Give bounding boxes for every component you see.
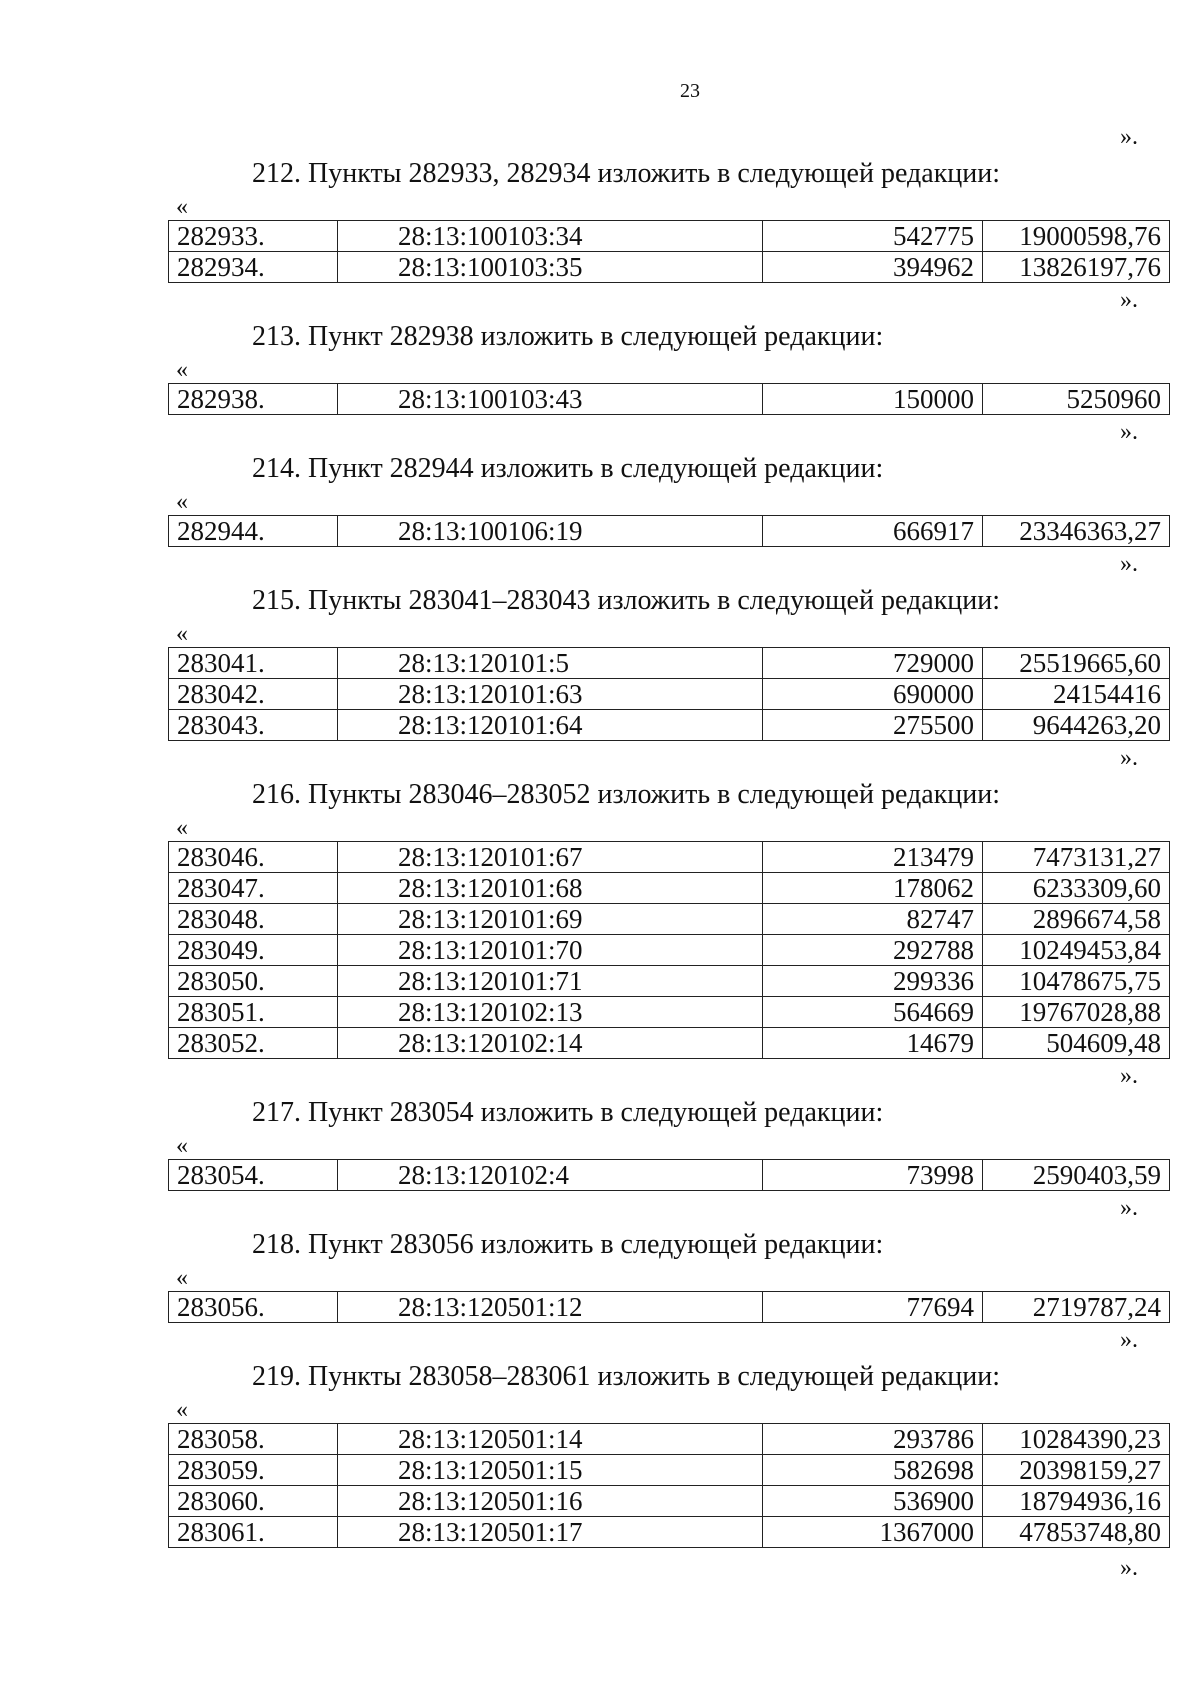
cadastral-number: 28:13:120501:14 <box>338 1424 763 1455</box>
amendment-heading: 214. Пункт 282944 изложить в следующей редакции: <box>252 453 884 484</box>
opening-quote: « <box>176 621 188 647</box>
cadastral-number: 28:13:120102:14 <box>338 1028 763 1059</box>
cadastral-number: 28:13:120501:17 <box>338 1517 763 1548</box>
cadastral-number: 28:13:120501:15 <box>338 1455 763 1486</box>
amendment-section <box>168 120 1170 283</box>
opening-quote: « <box>176 357 188 383</box>
amendment-heading: 216. Пункты 283046–283052 изложить в следующей редакции: <box>252 779 1001 810</box>
table-row <box>169 1455 1170 1486</box>
cost-value: 2590403,59 <box>983 1160 1170 1191</box>
area-value: 82747 <box>763 904 983 935</box>
closing-quote: ». <box>1120 1327 1138 1353</box>
closing-quote: ». <box>1120 1063 1138 1089</box>
area-value: 1367000 <box>763 1517 983 1548</box>
opening-quote: « <box>176 815 188 841</box>
cost-value: 6233309,60 <box>983 873 1170 904</box>
items-table <box>168 841 1170 1059</box>
cost-value: 10284390,23 <box>983 1424 1170 1455</box>
cadastral-number: 28:13:120501:12 <box>338 1292 763 1323</box>
opening-quote: « <box>176 1133 188 1159</box>
table-row <box>169 1424 1170 1455</box>
cadastral-number: 28:13:120101:68 <box>338 873 763 904</box>
amendment-section <box>168 547 1170 741</box>
table-row <box>169 997 1170 1028</box>
opening-quote: « <box>176 489 188 515</box>
amendment-heading: 218. Пункт 283056 изложить в следующей редакции: <box>252 1229 884 1260</box>
items-table <box>168 1159 1170 1191</box>
cadastral-number: 28:13:100106:19 <box>338 516 763 547</box>
item-number: 283049. <box>169 935 338 966</box>
area-value: 394962 <box>763 252 983 283</box>
item-number: 283056. <box>169 1292 338 1323</box>
cost-value: 18794936,16 <box>983 1486 1170 1517</box>
item-number: 283058. <box>169 1424 338 1455</box>
area-value: 14679 <box>763 1028 983 1059</box>
cost-value: 23346363,27 <box>983 516 1170 547</box>
closing-quote: ». <box>1120 419 1138 445</box>
area-value: 275500 <box>763 710 983 741</box>
closing-quote: ». <box>1120 1555 1138 1581</box>
area-value: 299336 <box>763 966 983 997</box>
item-number: 283060. <box>169 1486 338 1517</box>
area-value: 564669 <box>763 997 983 1028</box>
cadastral-number: 28:13:120101:5 <box>338 648 763 679</box>
amendment-heading: 212. Пункты 282933, 282934 изложить в следующей редакции: <box>252 158 1001 189</box>
area-value: 729000 <box>763 648 983 679</box>
cost-value: 10478675,75 <box>983 966 1170 997</box>
cadastral-number: 28:13:120101:69 <box>338 904 763 935</box>
area-value: 293786 <box>763 1424 983 1455</box>
document-body <box>168 120 1170 1588</box>
table-row <box>169 516 1170 547</box>
table-row <box>169 679 1170 710</box>
item-number: 282934. <box>169 252 338 283</box>
item-number: 282944. <box>169 516 338 547</box>
cost-value: 9644263,20 <box>983 710 1170 741</box>
table-row <box>169 1486 1170 1517</box>
cost-value: 13826197,76 <box>983 252 1170 283</box>
table-row <box>169 1028 1170 1059</box>
table-row <box>169 221 1170 252</box>
table-row <box>169 1160 1170 1191</box>
cost-value: 5250960 <box>983 384 1170 415</box>
item-number: 283047. <box>169 873 338 904</box>
table-row <box>169 384 1170 415</box>
area-value: 582698 <box>763 1455 983 1486</box>
area-value: 292788 <box>763 935 983 966</box>
item-number: 283054. <box>169 1160 338 1191</box>
area-value: 666917 <box>763 516 983 547</box>
closing-quote: ». <box>1120 1195 1138 1221</box>
item-number: 283046. <box>169 842 338 873</box>
item-number: 282938. <box>169 384 338 415</box>
area-value: 150000 <box>763 384 983 415</box>
cadastral-number: 28:13:120101:64 <box>338 710 763 741</box>
amendment-heading: 219. Пункты 283058–283061 изложить в следующей редакции: <box>252 1361 1001 1392</box>
cadastral-number: 28:13:120102:13 <box>338 997 763 1028</box>
amendment-section <box>168 283 1170 415</box>
table-row <box>169 1517 1170 1548</box>
cadastral-number: 28:13:120101:70 <box>338 935 763 966</box>
opening-quote: « <box>176 194 188 220</box>
cadastral-number: 28:13:120101:63 <box>338 679 763 710</box>
cost-value: 47853748,80 <box>983 1517 1170 1548</box>
amendment-section <box>168 741 1170 1059</box>
cadastral-number: 28:13:120101:71 <box>338 966 763 997</box>
opening-quote: « <box>176 1397 188 1423</box>
closing-quote: ». <box>1120 124 1138 150</box>
item-number: 283041. <box>169 648 338 679</box>
cadastral-number: 28:13:120102:4 <box>338 1160 763 1191</box>
amendment-section <box>168 415 1170 547</box>
items-table <box>168 1291 1170 1323</box>
cost-value: 19000598,76 <box>983 221 1170 252</box>
cost-value: 2896674,58 <box>983 904 1170 935</box>
item-number: 283048. <box>169 904 338 935</box>
item-number: 283050. <box>169 966 338 997</box>
cost-value: 2719787,24 <box>983 1292 1170 1323</box>
cost-value: 19767028,88 <box>983 997 1170 1028</box>
item-number: 283051. <box>169 997 338 1028</box>
page-number: 23 <box>680 80 700 102</box>
table-row <box>169 935 1170 966</box>
cost-value: 20398159,27 <box>983 1455 1170 1486</box>
table-row <box>169 252 1170 283</box>
cadastral-number: 28:13:120101:67 <box>338 842 763 873</box>
amendment-section <box>168 1059 1170 1191</box>
item-number: 283059. <box>169 1455 338 1486</box>
amendment-section <box>168 1323 1170 1548</box>
cadastral-number: 28:13:100103:43 <box>338 384 763 415</box>
table-row <box>169 904 1170 935</box>
item-number: 283052. <box>169 1028 338 1059</box>
item-number: 282933. <box>169 221 338 252</box>
item-number: 283061. <box>169 1517 338 1548</box>
cadastral-number: 28:13:100103:34 <box>338 221 763 252</box>
cost-value: 24154416 <box>983 679 1170 710</box>
table-row <box>169 873 1170 904</box>
cost-value: 7473131,27 <box>983 842 1170 873</box>
cost-value: 25519665,60 <box>983 648 1170 679</box>
items-table <box>168 647 1170 741</box>
area-value: 178062 <box>763 873 983 904</box>
items-table <box>168 220 1170 283</box>
closing-quote: ». <box>1120 287 1138 313</box>
area-value: 77694 <box>763 1292 983 1323</box>
amendment-heading: 215. Пункты 283041–283043 изложить в следующей редакции: <box>252 585 1001 616</box>
area-value: 73998 <box>763 1160 983 1191</box>
area-value: 536900 <box>763 1486 983 1517</box>
area-value: 542775 <box>763 221 983 252</box>
table-row <box>169 842 1170 873</box>
closing-quote: ». <box>1120 745 1138 771</box>
amendment-section <box>168 1191 1170 1323</box>
items-table <box>168 1423 1170 1548</box>
amendment-heading: 213. Пункт 282938 изложить в следующей редакции: <box>252 321 884 352</box>
table-row <box>169 710 1170 741</box>
area-value: 690000 <box>763 679 983 710</box>
item-number: 283042. <box>169 679 338 710</box>
opening-quote: « <box>176 1265 188 1291</box>
cost-value: 10249453,84 <box>983 935 1170 966</box>
table-row <box>169 1292 1170 1323</box>
item-number: 283043. <box>169 710 338 741</box>
items-table <box>168 383 1170 415</box>
table-row <box>169 648 1170 679</box>
items-table <box>168 515 1170 547</box>
cost-value: 504609,48 <box>983 1028 1170 1059</box>
cadastral-number: 28:13:100103:35 <box>338 252 763 283</box>
amendment-heading: 217. Пункт 283054 изложить в следующей редакции: <box>252 1097 884 1128</box>
area-value: 213479 <box>763 842 983 873</box>
cadastral-number: 28:13:120501:16 <box>338 1486 763 1517</box>
closing-quote: ». <box>1120 551 1138 577</box>
table-row <box>169 966 1170 997</box>
